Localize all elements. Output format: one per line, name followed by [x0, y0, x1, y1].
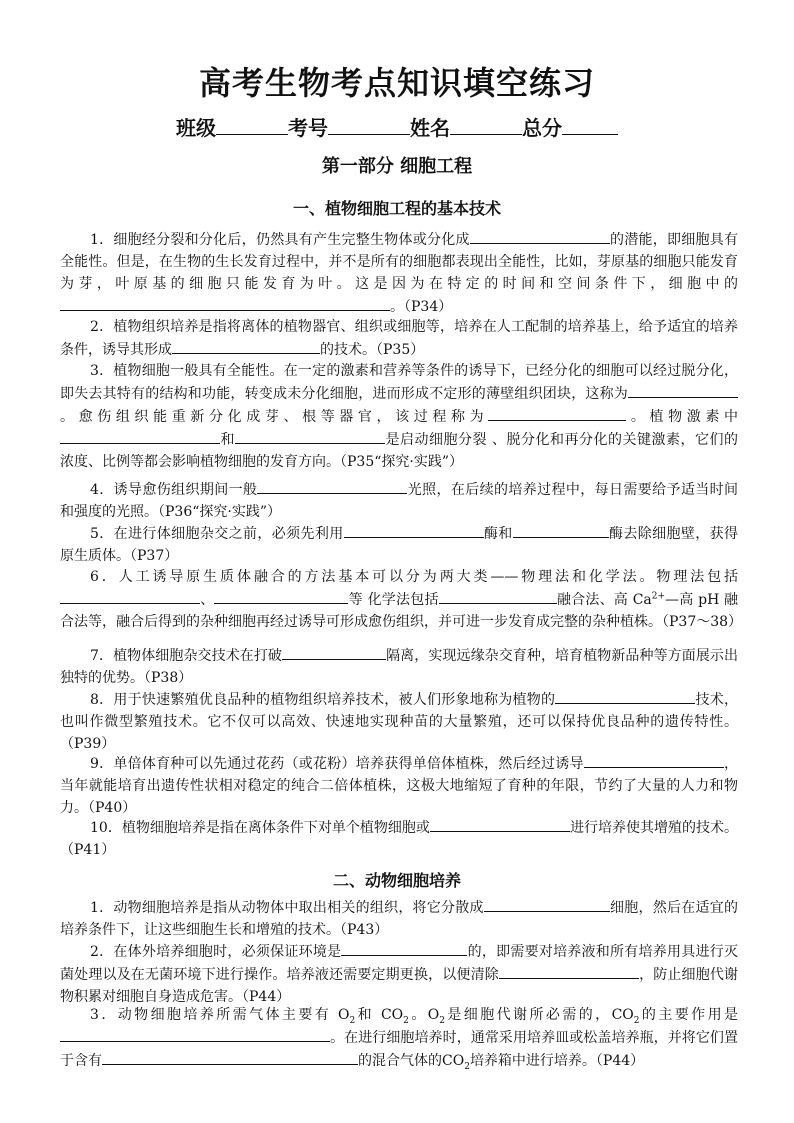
name-blank[interactable]: [450, 116, 522, 135]
question-text: 。植物激素中: [626, 409, 739, 425]
question-item: [60, 360, 738, 473]
question-text: 4．诱导愈伤组织期间一般: [90, 482, 258, 498]
question-item: [60, 522, 738, 567]
question-text: 进行培养使其增殖的技术。（P41）: [60, 820, 738, 858]
question-item: [60, 752, 738, 819]
question-text: 。O: [408, 1007, 440, 1023]
question-text: 培养箱中进行培养。（P44）: [469, 1053, 645, 1069]
subscript-text: 2: [439, 1015, 445, 1026]
subscript-text: 2: [349, 1015, 356, 1026]
question-text: 1．细胞经分裂和分化后，仍然具有产生完整生物体或分化成: [90, 232, 470, 248]
answer-blank[interactable]: [341, 940, 467, 956]
question-item: [60, 478, 738, 523]
answer-blank[interactable]: [439, 588, 557, 604]
question-text: 9．单倍体育种可以先通过花药（或花粉）培养获得单倍体植株，然后经过诱导: [90, 756, 584, 772]
superscript-text: 2+: [651, 591, 666, 602]
question-text: 细胞，然后在适宜的培养条件下，让这些细胞生长和增殖的技术。（P43）: [60, 900, 739, 938]
question-item: [60, 228, 738, 318]
section-title: 二、动物细胞培养: [332, 871, 461, 890]
question-item: [60, 688, 738, 755]
class-label: 班级: [176, 116, 216, 140]
answer-blank[interactable]: [628, 382, 738, 398]
question-text: 、: [200, 592, 215, 608]
score-label: 总分: [522, 116, 562, 140]
answer-blank[interactable]: [484, 896, 610, 912]
answer-blank[interactable]: [102, 1049, 358, 1065]
section-title: 一、植物细胞工程的基本技术: [292, 199, 501, 218]
name-label: 姓名: [410, 116, 450, 140]
question-text: 是启动细胞分裂 、脱分化和再分化的关键激素，它们的浓度、比例等都会影响植物细胞的发育方向。（P35“探究·实践”）: [60, 432, 739, 470]
question-text: 3．动物细胞培养所需气体主要有 O: [90, 1007, 350, 1023]
question-text: 等 化学法包括: [348, 592, 439, 608]
subscript-text: 2: [403, 1015, 409, 1026]
answer-blank[interactable]: [235, 428, 385, 444]
question-text: 1．动物细胞培养是指从动物体中取出相关的组织，将它分散成: [90, 900, 484, 916]
answer-blank[interactable]: [214, 588, 348, 604]
answer-blank[interactable]: [344, 522, 484, 538]
question-text: 酶和: [483, 526, 513, 542]
answer-blank[interactable]: [172, 338, 320, 354]
question-text: 和: [220, 432, 236, 448]
part-title: 第一部分 细胞工程: [321, 156, 473, 177]
question-item: [60, 566, 743, 633]
question-text: 酶去除细胞壁，获得原生质体。（P37）: [60, 526, 738, 564]
answer-blank[interactable]: [60, 1026, 330, 1042]
student-info-line: [0, 112, 794, 141]
question-text: 。在进行细胞培养时，通常采用培养皿或松盖培养瓶，并将它们置于含有: [60, 1030, 738, 1069]
subscript-text: 2: [464, 1061, 470, 1072]
question-text: 7．植物体细胞杂交技术在打破: [90, 648, 283, 664]
question-text: ，防止细胞代谢物积累对细胞自身造成危害。（P44）: [60, 967, 739, 1005]
answer-blank[interactable]: [60, 588, 200, 604]
question-item: [60, 644, 738, 689]
answer-blank[interactable]: [513, 522, 609, 538]
question-text: —高 pH 融合法等，融合后得到的杂种细胞再经过诱导可形成愈伤组织，并可进一步发育成完整的杂种植株。（P37～38）: [60, 592, 743, 630]
question-text: 的主要作用是: [639, 1007, 739, 1023]
question-item: [60, 816, 738, 861]
subscript-text: 2: [633, 1015, 640, 1026]
question-text: 和 CO: [355, 1007, 404, 1023]
question-text: 3．植物细胞一般具有全能性。在一定的激素和营养等条件的诱导下，已经分化的细胞可以经过脱分化，即失去其特有的结构和功能，转变成未分化细胞，进而形成不定形的薄壁组织团块，这称为: [60, 363, 738, 402]
question-text: 8．用于快速繁殖优良品种的植物组织培养技术，被人们形象地称为植物的: [90, 692, 556, 708]
question-text: 融合法、高 Ca: [556, 592, 652, 608]
score-blank[interactable]: [562, 116, 618, 135]
question-text: 的潜能，即细胞具有全能性。但是，在生物的生长发育过程中，并不是所有的细胞都表现出全能性，比如，芽原基的细胞只能发育为芽，叶原基的细胞只能发育为叶。这是因为在特定的时间和空间条件下，细胞中的: [60, 232, 739, 292]
question-item: [60, 940, 738, 1008]
answer-blank[interactable]: [555, 688, 695, 704]
question-text: 。愈伤组织能重新分化成芽、根等器官，该过程称为: [60, 409, 489, 425]
question-item: [60, 1004, 738, 1072]
question-text: 5．在进行体细胞杂交之前，必须先利用: [90, 526, 344, 542]
question-text: 的混合气体的CO: [358, 1053, 465, 1069]
answer-blank[interactable]: [470, 228, 610, 244]
question-text: 光照，在后续的培养过程中，每日需要给予适当时间和强度的光照。（P36“探究·实践”）: [60, 482, 738, 520]
question-item: [60, 896, 738, 941]
answer-blank[interactable]: [60, 428, 220, 444]
question-text: 。（P34）: [390, 299, 453, 315]
question-text: ，当年就能培育出遗传性状相对稳定的纯合二倍体植株，这极大地缩短了育种的年限，节约了大量的人力和物力。（P40）: [60, 756, 739, 816]
question-text: 2．植物组织培养是指将离体的植物器官、组织或细胞等，培养在人工配制的培养基上，给予适宜的培养条件，诱导其形成: [60, 319, 738, 358]
question-text: 10．植物细胞培养是指在离体条件下对单个植物细胞或: [90, 820, 430, 836]
answer-blank[interactable]: [257, 478, 407, 494]
question-text: 2．在体外培养细胞时，必须保证环境是: [90, 944, 342, 960]
answer-blank[interactable]: [488, 405, 626, 421]
question-text: 隔离，实现远缘杂交育种，培育植物新品种等方面展示出独特的优势。（P38）: [60, 648, 738, 686]
question-text: 的技术。（P35）: [320, 342, 425, 358]
answer-blank[interactable]: [60, 295, 390, 311]
question-text: 6．人工诱导原生质体融合的方法基本可以分为两大类——物理法和化学法。物理法包括: [90, 569, 738, 585]
answer-blank[interactable]: [282, 644, 386, 660]
exam-no-label: 考号: [288, 116, 328, 140]
question-text: 的，即需要对培养液和所有培养用具进行灭菌处理以及在无菌环境下进行操作。培养液还需要定期更换，以便清除: [60, 944, 739, 983]
question-text: 技术，也叫作微型繁殖技术。它不仅可以高效、快速地实现种苗的大量繁殖，还可以保持优良品种的遗传特性。（P39）: [60, 692, 739, 752]
answer-blank[interactable]: [430, 816, 570, 832]
answer-blank[interactable]: [499, 963, 639, 979]
question-item: [60, 316, 738, 361]
exam-no-blank[interactable]: [328, 116, 410, 135]
question-text: 是细胞代谢所必需的，CO: [444, 1007, 634, 1023]
page-title: 高考生物考点知识填空练习: [198, 64, 595, 102]
answer-blank[interactable]: [584, 752, 724, 768]
class-blank[interactable]: [216, 116, 288, 135]
